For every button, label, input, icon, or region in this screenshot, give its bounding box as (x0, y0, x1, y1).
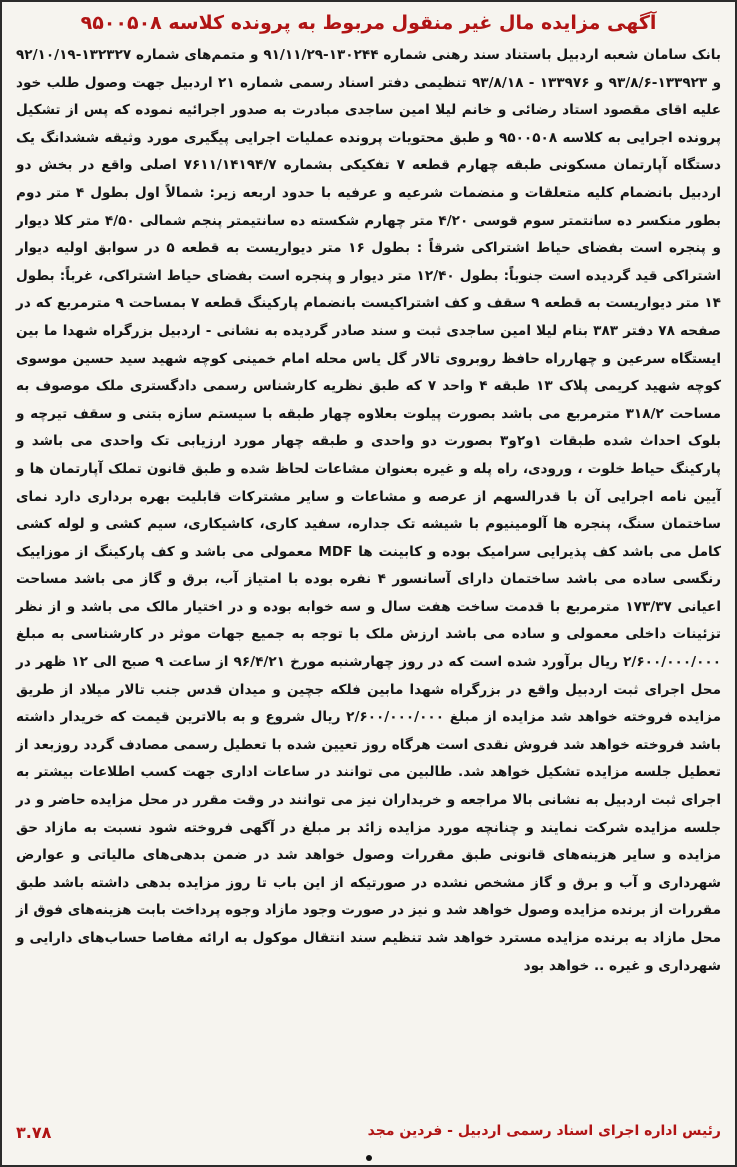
notice-title: آگهی مزایده مال غیر منقول مربوط به پرونده کلاسه ۹۵۰۰۵۰۸ (80, 12, 657, 34)
notice-body: بانک سامان شعبه اردبیل باستناد سند رهنی شماره ۱۳۰۲۴۴-۹۱/۱۱/۲۹ و متمم‌های شماره ۱۳۲۳۲۷-۹۲/۱۰/۱۹ و ۱۳۳۹۲۳-۹۳/۸/۶ و ۱۳۳۹۷۶ - ۹۳/۸/۱۸ تنظیمی دفتر اسناد رسمی شماره ۲۱ اردبیل جهت وصول طلب خود علیه اقای مقصود استاد رضائی و خانم لیلا امین ساجدی مبادرت به صدور اجرائیه نموده که پس از تشکیل پرونده اجرایی به کلاسه ۹۵۰۰۵۰۸ و طبق محتویات پرونده عملیات اجرایی پیگیری مورد وثیقه ششدانگ یک دستگاه آپارتمان مسکونی طبقه چهارم قطعه ۷ تفکیکی بشماره ۷۶۱۱/۱۴۱۹۴/۷ اصلی واقع در بخش دو اردبیل بانضمام کلیه متعلقات و منضمات شرعیه و عرفیه با حدود اربعه زیر: شمالاً اول بطول ۴ متر دوم بطور منکسر ده سانتمتر سوم قوسی ۴/۲۰ متر چهارم شکسته ده سانتیمتر پنجم شمالی ۴/۵۰ متر کلا دیوار و پنجره است بفضای حیاط اشتراکی شرقاً : بطول ۱۶ متر دیواریست به قطعه ۵ در سوابق اولیه دیوار اشتراکی قید گردیده است جنوباً: بطول ۱۲/۴۰ متر دیوار و پنجره است بفضای حیاط اشتراکی، غرباً: بطول ۱۴ متر دیواریست به قطعه ۹ سقف و کف اشتراکیست بانضمام پارکینگ قطعه ۷ بمساحت ۹ مترمربع که در صفحه ۷۸ دفتر ۳۸۳ بنام لیلا امین ساجدی ثبت و سند صادر گردیده به نشانی - اردبیل بزرگراه شهدا ما بین ایستگاه سرعین و چهارراه حافظ روبروی تالار گل یاس محله امام خمینی کوچه شهید سید حسین موسوی کوچه شهید کریمی پلاک ۱۳ طبقه ۴ واحد ۷ که طبق نظریه کارشناس رسمی دادگستری ملک موصوف به مساحت ۳۱۸/۲ مترمربع می باشد بصورت پیلوت بعلاوه چهار طبقه با سیستم سازه بتنی و سقف تیرچه و بلوک احداث شده طبقات ۱و۲و۳ بصورت دو واحدی و طبقه چهار مورد ارزیابی تک واحدی می باشد و پارکینگ حیاط خلوت ، ورودی، راه پله و غیره بعنوان مشاعات لحاظ شده و طبق قانون تملک آپارتمان ها و آیین نامه اجرایی آن با قدرالسهم از عرصه و مشاعات و سایر مشترکات قابلیت بهره برداری دارد نمای ساختمان سنگ، پنجره ها آلومینیوم با شیشه تک جداره، سفید کاری، کاشیکاری، سیم کشی و لوله کشی کامل می باشد کف پذیرایی سرامیک بوده و کابینت ها MDF معمولی می باشد و کف پارکینگ از موزاییک رنگسی ساده می باشد ساختمان دارای آسانسور ۴ نفره بوده با امتیاز آب، برق و گاز می باشد مساحت اعیانی ۱۷۳/۳۷ مترمربع با قدمت ساخت هفت سال و سه خوابه بوده و در اختیار مالک می باشد و از نظر تزئینات داخلی معمولی و ساده می باشد ارزش ملک با توجه به جمیع جهات موثر در کارشناسی به مبلغ ۲/۶۰۰/۰۰۰/۰۰۰ ریال برآورد شده است که در روز چهارشنبه مورخ ۹۶/۴/۲۱ از ساعت ۹ صبح الی ۱۲ ظهر در محل اجرای ثبت اردبیل واقع در بزرگراه شهدا مابین فلکه جچین و میدان قدس جنب تالار میلاد از طریق مزایده فروخته خواهد شد مزایده از مبلغ ۲/۶۰۰/۰۰۰/۰۰۰ ریال شروع و به بالاترین قیمت که خریدار داشته باشد فروخته خواهد شد فروش نقدی است هرگاه روز تعیین شده با تعطیل رسمی مصادف گردد روزبعد از تعطیل جلسه مزایده تشکیل خواهد شد. طالبین می توانند در ساعات اداری جهت کسب اطلاعات بیشتر به اجرای ثبت اردبیل به نشانی بالا مراجعه و خریداران نیز می توانند در وقت مقرر در محل مزایده حاضر و در جلسه مزایده شرکت نمایند و چنانچه مورد مزایده زائد بر مبلغ در آگهی فروخته شود نسبت به مازاد حق مزایده و سایر هزینه‌های قانونی طبق مقررات وصول خواهد شد در ضمن بدهی‌های مالیاتی و عوارض شهرداری و آب و برق و گاز مشخص نشده در صورتیکه از این باب تا روز مزایده بدهی داشته باشد طبق مقررات از برنده مزایده وصول خواهد شد و نیز در صورت وجود مازاد وجوه پرداخت بابت هزینه‌های فوق از محل مازاد به برنده مزایده مسترد خواهد شد تنظیم سند انتقال موکول به ارائه مفاصا حساب‌های دارایی و شهرداری و غیره .. خواهد بود (16, 47, 722, 974)
notice-footer (16, 1123, 721, 1147)
signature-line: رئیس اداره اجرای اسناد رسمی اردبیل - فردین مجد (367, 1123, 721, 1139)
bullet-dot (366, 1155, 372, 1161)
notice-code: ۳.۷۸ (16, 1123, 52, 1142)
